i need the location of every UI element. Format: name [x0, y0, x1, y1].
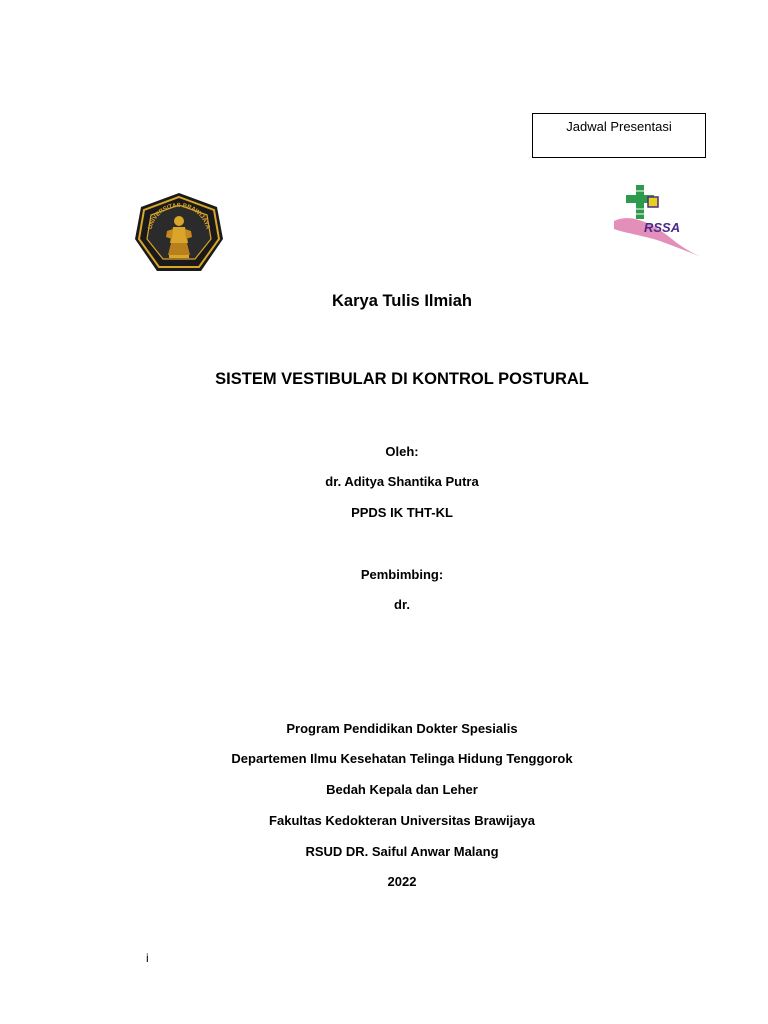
hospital-name: RSUD DR. Saiful Anwar Malang — [305, 844, 499, 859]
author-label: Oleh: — [385, 444, 419, 459]
rssa-hospital-logo-icon — [612, 183, 706, 261]
department-name: Departemen Ilmu Kesehatan Telinga Hidung Tenggorok — [231, 751, 573, 766]
department-name-cont: Bedah Kepala dan Leher — [326, 782, 478, 797]
faculty-name: Fakultas Kedokteran Universitas Brawijaya — [269, 813, 535, 828]
document-type: Karya Tulis Ilmiah — [332, 292, 472, 310]
author-name: dr. Aditya Shantika Putra — [325, 474, 479, 489]
publication-year: 2022 — [387, 874, 417, 889]
schedule-label: Jadwal Presentasi — [566, 119, 672, 134]
svg-text:UNIVERSITAS BRAWIJAYA: UNIVERSITAS BRAWIJAYA — [147, 202, 211, 231]
universitas-brawijaya-seal-icon — [133, 191, 225, 277]
document-title: SISTEM VESTIBULAR DI KONTROL POSTURAL — [215, 370, 589, 388]
author-program: PPDS IK THT-KL — [351, 505, 453, 520]
schedule-box — [532, 113, 706, 158]
page-number: i — [146, 951, 149, 965]
supervisor-label: Pembimbing: — [360, 567, 444, 582]
program-name: Program Pendidikan Dokter Spesialis — [286, 721, 518, 736]
supervisor-name: dr. — [394, 597, 410, 612]
rssa-logo-text: RSSA — [644, 220, 681, 235]
